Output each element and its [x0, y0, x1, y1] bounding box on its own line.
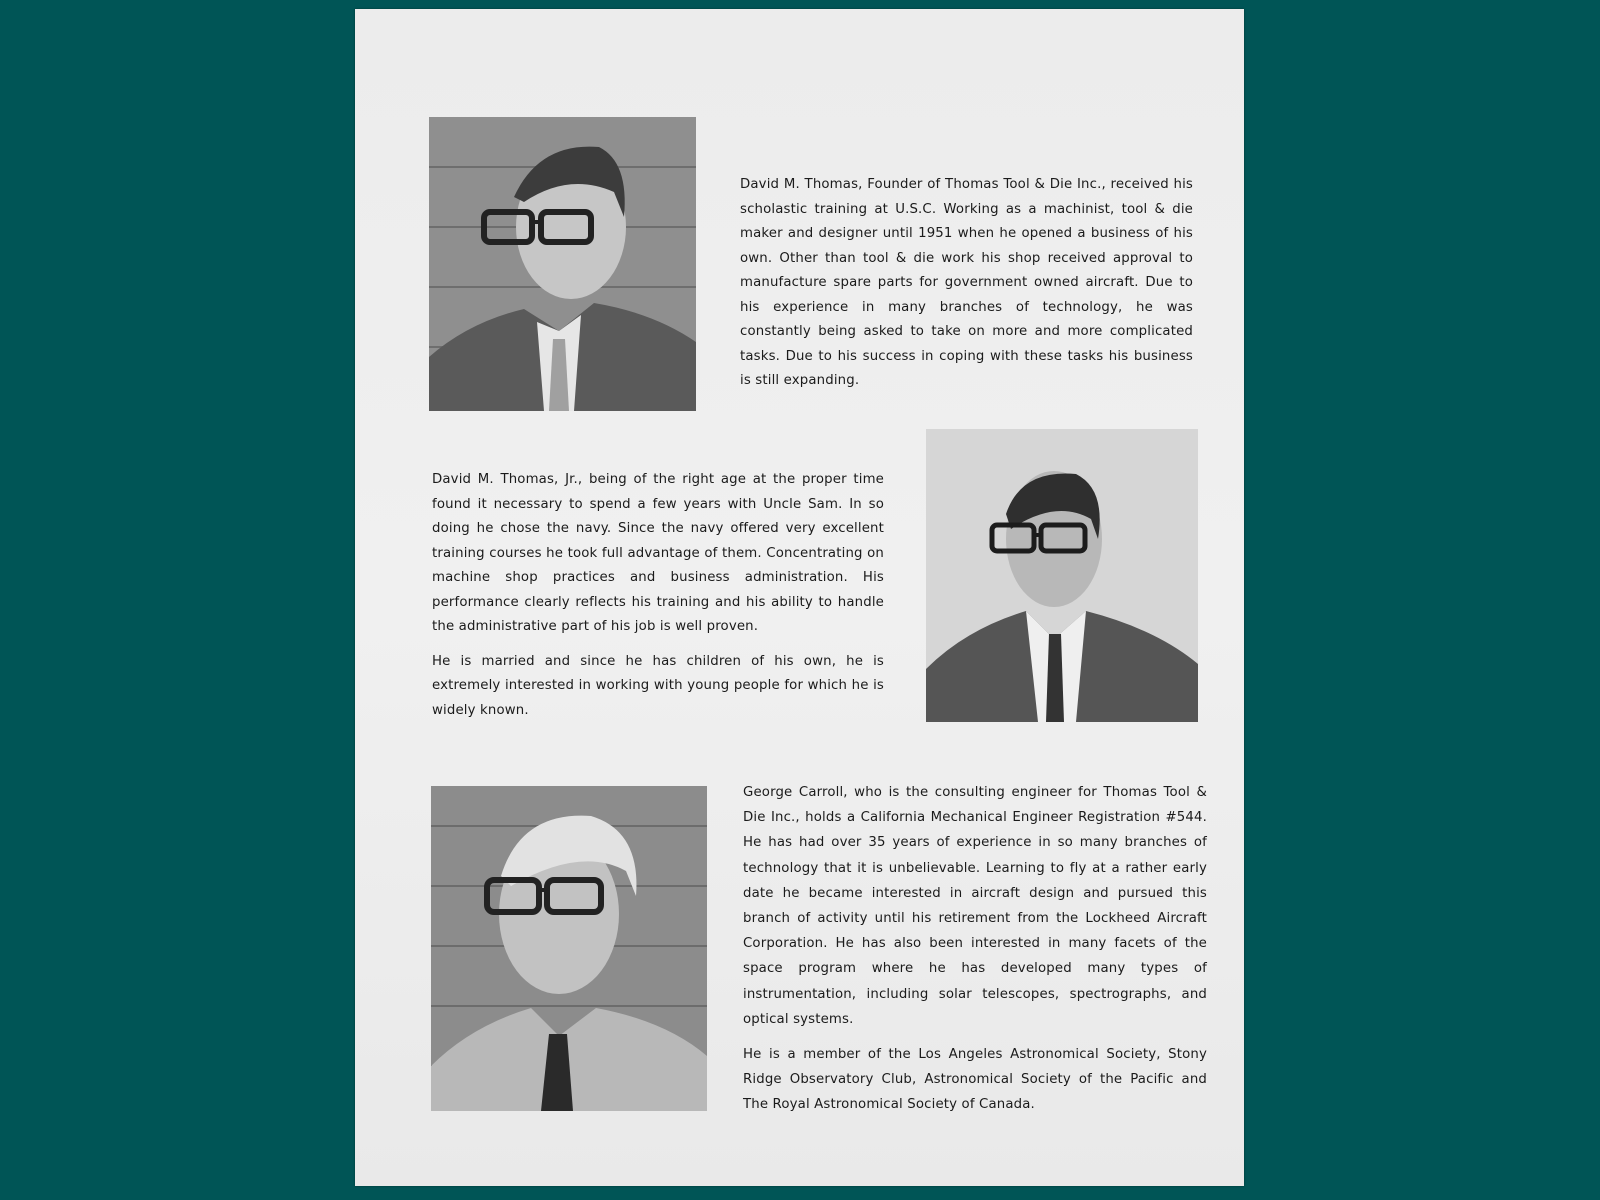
bio-george-carroll: [743, 780, 1207, 1128]
bio-founder: [740, 173, 1193, 404]
bio-thomas-jr: [432, 468, 884, 733]
bio-thomas-jr-paragraph-2: He is married and since he has children of his own, he is extremely interested in working with young people for which he is widely known.: [432, 653, 884, 718]
bio-george-carroll-paragraph-1: George Carroll, who is the consulting engineer for Thomas Tool & Die Inc., holds a California Mechanical Engineer Registration #544. He has had over 35 years of experience in so many branches of technology that it is unbelievable. Learning to fly at a rather early date he became interested in aircraft design and pursued this branch of activity until his retirement from the Lockheed Aircraft Corporation. He has also been interested in many facets of the space program where he has developed many types of instrumentation, including solar telescopes, spectrographs, and optical systems.: [743, 785, 1207, 1027]
bio-thomas-jr-paragraph-1: David M. Thomas, Jr., being of the right age at the proper time found it necessary to spend a few years with Uncle Sam. In so doing he chose the navy. Since the navy offered very excellent training courses he took full advantage of them. Concentrating on machine shop practices and business administration. His performance clearly reflects his training and his ability to handle the administrative part of his job is well proven.: [432, 472, 884, 634]
portrait-photo-founder: [429, 117, 696, 411]
document-page: [355, 9, 1244, 1186]
portrait-photo-thomas-jr: [926, 429, 1198, 722]
bio-founder-paragraph-1: David M. Thomas, Founder of Thomas Tool & Die Inc., received his scholastic training at U.S.C. Working as a machinist, tool & die maker and designer until 1951 when he opened a business of his own. Other than tool & die work his shop received approval to manufacture spare parts for government owned aircraft. Due to his experience in many branches of technology, he was constantly being asked to take on more and more complicated tasks. Due to his success in coping with these tasks his business is still expanding.: [740, 177, 1193, 388]
portrait-photo-george-carroll: [431, 786, 707, 1111]
bio-george-carroll-paragraph-2: He is a member of the Los Angeles Astronomical Society, Stony Ridge Observatory Club, Astronomical Society of the Pacific and The Royal Astronomical Society of Canada.: [743, 1047, 1207, 1113]
